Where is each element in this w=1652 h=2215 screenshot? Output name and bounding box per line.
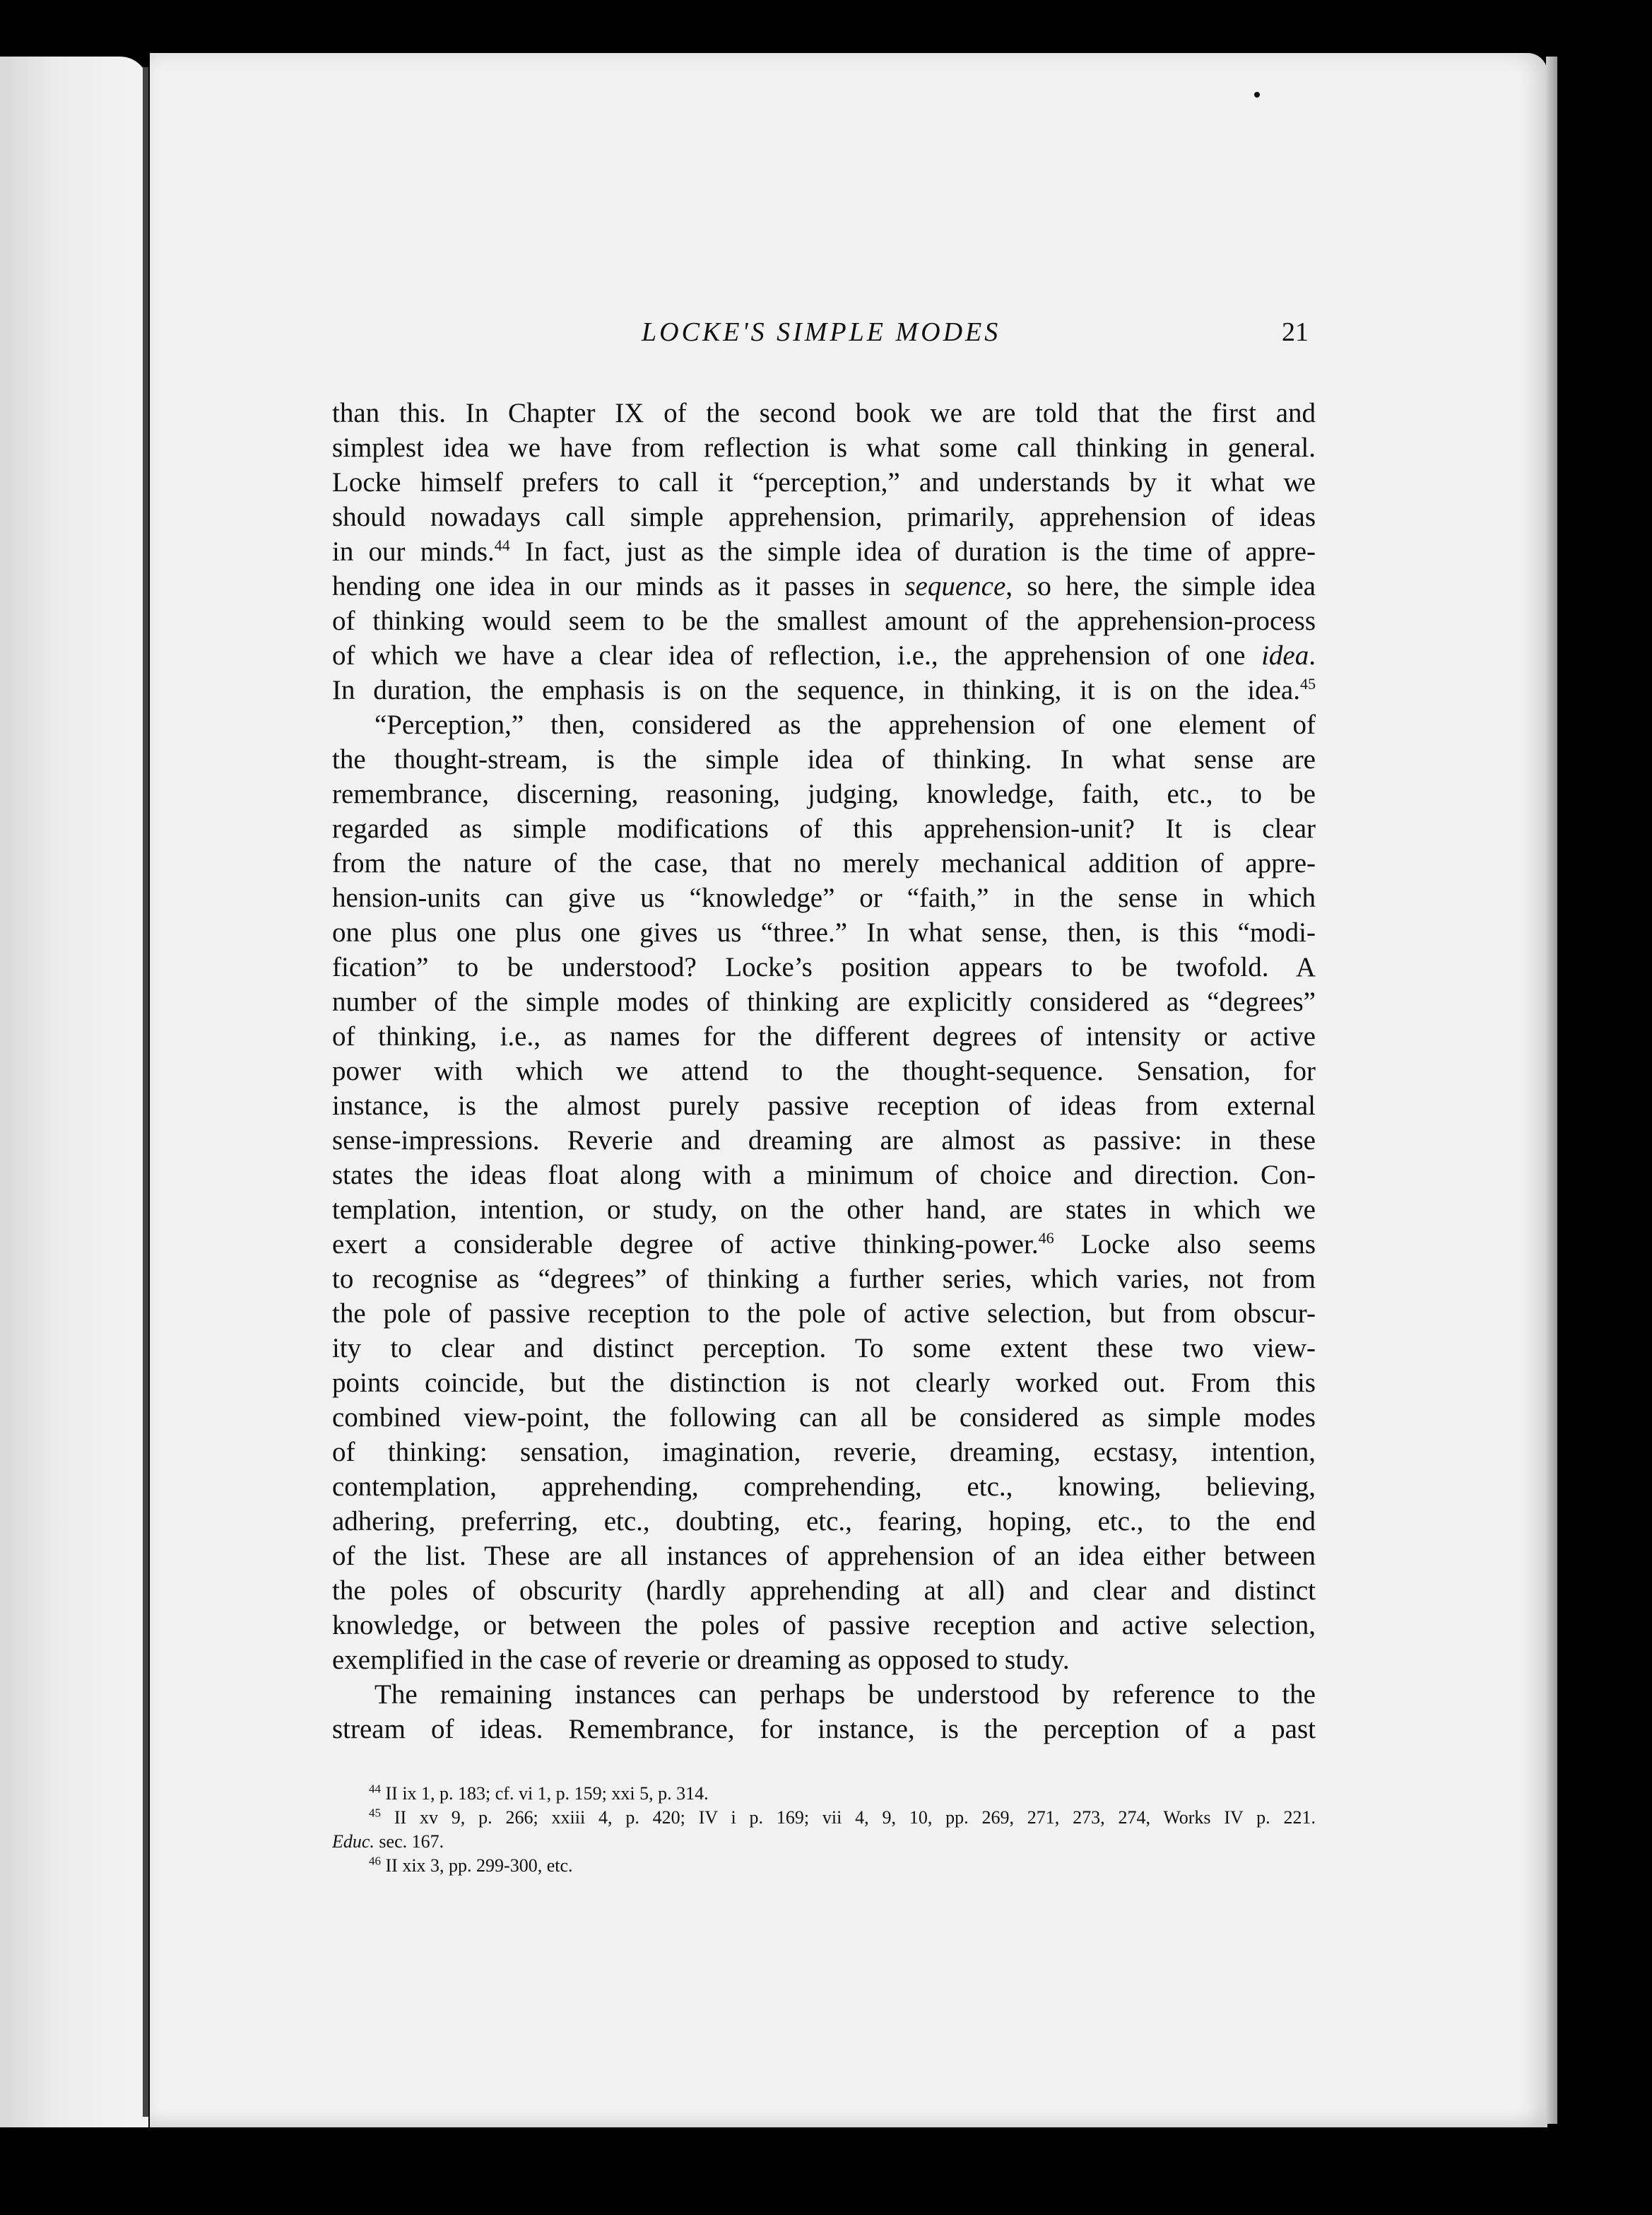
page-number: 21 (1282, 317, 1309, 347)
text-line: remembrance, discerning, reasoning, judging, knowledge, faith, etc., to be (332, 779, 1316, 809)
footnote-45 (332, 1806, 1316, 1830)
text-line: the thought-stream, is the simple idea of thinking. In what sense are (332, 744, 1316, 775)
text-line: combined view-point, the following can all be considered as simple modes (332, 1402, 1316, 1433)
text-line: instance, is the almost purely passive reception of ideas from external (332, 1091, 1316, 1121)
text-line: should nowadays call simple apprehension, primarily, apprehension of ideas (332, 502, 1316, 532)
text-line: of thinking: sensation, imagination, reverie, dreaming, ecstasy, intention, (332, 1437, 1316, 1467)
facing-page-edge (0, 57, 148, 2127)
text-line (332, 569, 1316, 604)
text-line: Locke himself prefers to call it “perception,” and understands by it what we (332, 467, 1316, 498)
text-segment: of which we have a clear idea of reflection, i.e., the apprehension of one (332, 640, 1262, 671)
text-segment: hending one idea in our minds as it passes in (332, 571, 905, 601)
text-line: than this. In Chapter IX of the second book we are told that the first and (332, 398, 1316, 428)
text-line (332, 638, 1316, 673)
footnote-mark: 46 (369, 1854, 381, 1868)
footnote-mark: 45 (369, 1806, 381, 1820)
footnote-ref: 45 (1300, 675, 1316, 693)
text-line: adhering, preferring, etc., doubting, etc., fearing, hoping, etc., to the end (332, 1506, 1316, 1537)
text-line (332, 534, 1316, 569)
footnote-text: II ix 1, p. 183; cf. vi 1, p. 159; xxi 5, p. 314. (381, 1783, 709, 1804)
footnote-mark: 44 (369, 1782, 381, 1796)
text-line: knowledge, or between the poles of passive reception and active selection, (332, 1610, 1316, 1640)
footnote-italic: Educ. (332, 1831, 374, 1852)
text-segment: exert a considerable degree of active thinking-power. (332, 1229, 1039, 1259)
text-segment: Locke also seems (1080, 1229, 1316, 1259)
footnote-45-continued (332, 1830, 1316, 1854)
footnote-44 (332, 1782, 1316, 1806)
text-line: stream of ideas. Remembrance, for instance, is the perception of a past (332, 1714, 1316, 1744)
text-line: templation, intention, or study, on the other hand, are states in which we (332, 1194, 1316, 1225)
footnotes (332, 1782, 1316, 1878)
text-segment: In fact, just as the simple idea of duration is the time of appre- (524, 536, 1316, 567)
text-line (332, 1227, 1316, 1262)
page-edge-shadow (1546, 57, 1557, 2124)
footnote-ref: 44 (494, 536, 510, 554)
emphasis: sequence (904, 571, 1006, 601)
text-line: hension-units can give us “knowledge” or “faith,” in the sense in which (332, 883, 1316, 913)
text-line: exemplified in the case of reverie or dreaming as opposed to study. (332, 1645, 1070, 1675)
body-text (332, 396, 1316, 1746)
text-line: of the list. These are all instances of apprehension of an idea either between (332, 1541, 1316, 1571)
text-line: of thinking would seem to be the smallest amount of the apprehension-process (332, 606, 1316, 636)
text-line: states the ideas float along with a minimum of choice and direction. Con- (332, 1160, 1316, 1190)
footnote-text: II xv 9, p. 266; xxiii 4, p. 420; IV i p. 169; vii 4, 9, 10, pp. 269, 271, 273, 274, Works IV p. 221. (381, 1807, 1316, 1828)
footnote-ref: 46 (1038, 1229, 1054, 1247)
text-segment: In duration, the emphasis is on the sequence, in thinking, it is on the idea. (332, 675, 1300, 705)
footnote-46 (332, 1854, 1316, 1878)
text-segment: . (1309, 640, 1316, 671)
footnote-text: sec. 167. (374, 1831, 444, 1852)
text-line: the poles of obscurity (hardly apprehending at all) and clear and distinct (332, 1575, 1316, 1606)
text-line: contemplation, apprehending, comprehending, etc., knowing, believing, (332, 1471, 1316, 1502)
text-line: the pole of passive reception to the pole of active selection, but from obscur- (332, 1298, 1316, 1329)
text-line: sense-impressions. Reverie and dreaming are almost as passive: in these (332, 1125, 1316, 1156)
text-line: power with which we attend to the thought-sequence. Sensation, for (332, 1056, 1316, 1086)
text-line: fication” to be understood? Locke’s position appears to be twofold. A (332, 952, 1316, 982)
speck-mark (1254, 92, 1260, 98)
text-line: The remaining instances can perhaps be understood by reference to the (374, 1679, 1316, 1710)
text-line: regarded as simple modifications of this apprehension-unit? It is clear (332, 813, 1316, 844)
text-line: number of the simple modes of thinking are explicitly considered as “degrees” (332, 987, 1316, 1017)
text-line: of thinking, i.e., as names for the different degrees of intensity or active (332, 1021, 1316, 1052)
text-line: points coincide, but the distinction is not clearly worked out. From this (332, 1368, 1316, 1398)
running-head: LOCKE'S SIMPLE MODES (642, 317, 1001, 347)
text-line: ity to clear and distinct perception. To some extent these two view- (332, 1333, 1316, 1363)
text-segment: in our minds. (332, 536, 495, 567)
text-line: one plus one plus one gives us “three.” In what sense, then, is this “modi- (332, 917, 1316, 948)
footnote-text: II xix 3, pp. 299-300, etc. (381, 1855, 573, 1876)
text-segment: , so here, the simple idea (1005, 571, 1316, 601)
text-line: simplest idea we have from reflection is what some call thinking in general. (332, 433, 1316, 463)
book-gutter (143, 67, 148, 2117)
text-line: “Perception,” then, considered as the apprehension of one element of (374, 710, 1316, 740)
text-line (332, 673, 1316, 707)
text-line: from the nature of the case, that no merely mechanical addition of appre- (332, 848, 1316, 879)
emphasis: idea (1261, 640, 1309, 671)
text-line: to recognise as “degrees” of thinking a further series, which varies, not from (332, 1264, 1316, 1294)
